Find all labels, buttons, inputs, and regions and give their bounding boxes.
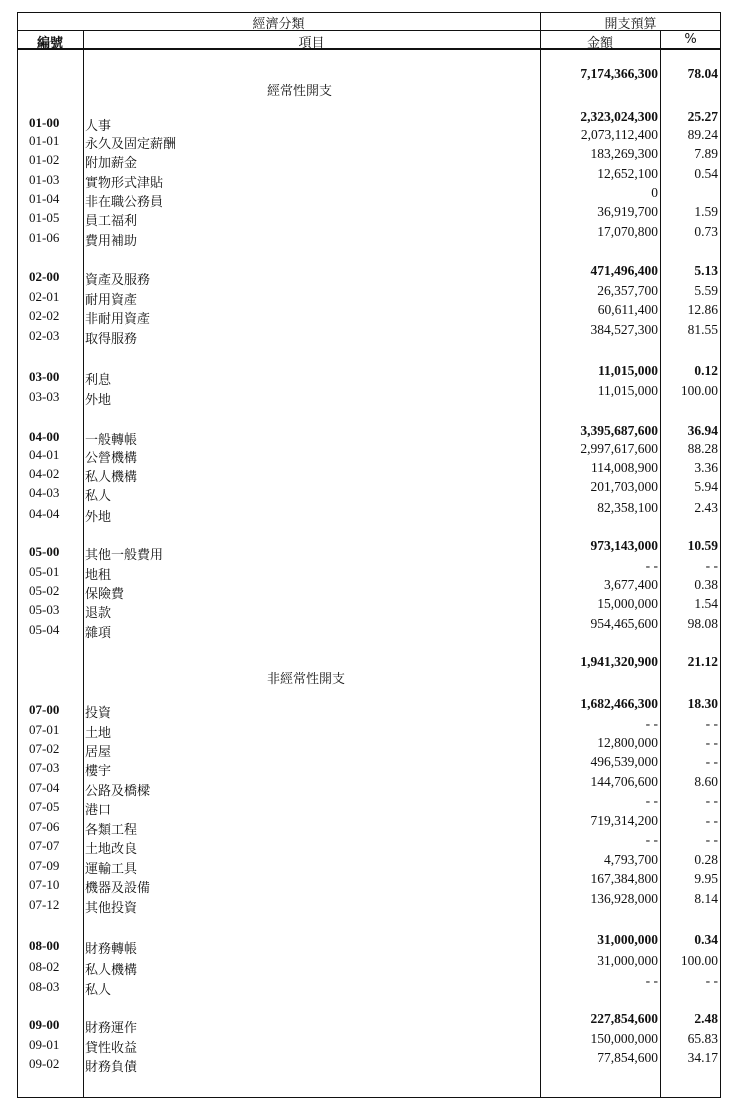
row-code: 09-02 (29, 1056, 60, 1071)
row-percent: 100.00 (680, 383, 718, 398)
row-percent: 81.55 (687, 322, 718, 337)
row-percent: 10.59 (687, 538, 718, 553)
row-percent: 5.59 (694, 283, 718, 298)
row-amount: 954,465,600 (590, 616, 658, 631)
row-percent: 0.73 (694, 224, 718, 239)
row-code: 03-00 (29, 369, 60, 384)
row-percent: 34.17 (687, 1050, 718, 1065)
row-percent: 5.13 (694, 263, 718, 278)
row-code: 04-02 (29, 466, 60, 481)
row-percent: 88.28 (687, 441, 718, 456)
row-percent: - - (705, 832, 718, 847)
row-percent: - - (705, 716, 718, 731)
row-percent: 7.89 (694, 146, 718, 161)
table-row (17, 538, 721, 563)
row-percent: 5.94 (694, 479, 718, 494)
row-code: 09-01 (29, 1037, 60, 1052)
row-amount: 7,174,366,300 (580, 66, 658, 81)
row-item: 公路及橋樑 (85, 784, 151, 799)
row-percent: 8.14 (694, 891, 718, 906)
row-amount: 1,941,320,900 (580, 654, 658, 669)
row-code: 05-02 (29, 583, 60, 598)
row-item: 財務轉帳 (85, 942, 138, 957)
row-amount: 167,384,800 (590, 871, 658, 886)
row-amount: 77,854,600 (597, 1050, 658, 1065)
row-item: 保險費 (85, 587, 125, 602)
row-amount: 1,682,466,300 (580, 696, 658, 711)
row-amount: 12,800,000 (597, 735, 658, 750)
row-amount: 0 (651, 185, 658, 200)
row-code: 01-04 (29, 191, 60, 206)
table-row (17, 616, 721, 641)
header-code: 編號 (36, 36, 63, 51)
row-code: 01-02 (29, 152, 60, 167)
row-amount: 17,070,800 (597, 224, 658, 239)
row-code: 01-05 (29, 210, 60, 225)
section-row: 非經常性開支 1,941,320,900 21.12 (267, 654, 718, 687)
row-code: 05-03 (29, 602, 60, 617)
row-amount: 2,323,024,300 (580, 109, 658, 124)
row-percent: 0.34 (694, 932, 718, 947)
table-row (17, 973, 721, 998)
row-amount: - - (645, 973, 658, 988)
row-item: 人事 (85, 119, 112, 134)
row-code: 05-00 (29, 544, 60, 559)
header-amount: 金額 (586, 36, 613, 51)
row-amount: 150,000,000 (590, 1031, 658, 1046)
row-item: 樓宇 (85, 764, 112, 779)
header-percent: % (684, 32, 697, 47)
row-item: 土地 (85, 726, 112, 741)
row-amount: 3,677,400 (604, 577, 658, 592)
row-item: 居屋 (85, 745, 112, 760)
row-code: 01-01 (29, 133, 60, 148)
row-item: 外地 (85, 393, 112, 408)
row-item: 其他投資 (85, 901, 138, 916)
row-item: 機器及設備 (85, 881, 151, 896)
row-item: 非耐用資產 (85, 312, 151, 327)
row-amount: 3,395,687,600 (580, 423, 658, 438)
row-percent: 1.54 (694, 596, 718, 611)
row-item: 一般轉帳 (85, 433, 138, 448)
row-item: 投資 (85, 706, 112, 721)
row-amount: 31,000,000 (597, 953, 658, 968)
row-item: 退款 (85, 606, 112, 621)
row-amount: 201,703,000 (590, 479, 658, 494)
row-code: 09-00 (29, 1017, 60, 1032)
row-item: 土地改良 (85, 842, 138, 857)
row-amount: - - (645, 716, 658, 731)
row-item: 運輸工具 (85, 862, 138, 877)
row-code: 07-03 (29, 760, 60, 775)
row-percent: 3.36 (694, 460, 718, 475)
row-percent: 100.00 (680, 953, 718, 968)
row-amount: 31,000,000 (597, 932, 658, 947)
row-code: 01-03 (29, 172, 60, 187)
header-budget: 開支預算 (604, 17, 657, 32)
row-percent: 2.43 (694, 500, 718, 515)
row-amount: 11,015,000 (597, 363, 658, 378)
section-row: 經常性開支 7,174,366,300 78.04 (267, 66, 718, 99)
row-item: 財務負債 (85, 1060, 138, 1075)
row-amount: 82,358,100 (597, 500, 658, 515)
row-amount: - - (645, 793, 658, 808)
row-amount: 496,539,000 (590, 754, 658, 769)
table-row (17, 500, 721, 525)
table-row (17, 891, 721, 916)
row-code: 02-01 (29, 289, 60, 304)
row-code: 07-02 (29, 741, 60, 756)
row-item: 貸性收益 (85, 1041, 138, 1056)
row-percent: 1.59 (694, 204, 718, 219)
row-item: 非在職公務員 (85, 195, 164, 210)
row-item: 耐用資產 (85, 293, 138, 308)
row-amount: 136,928,000 (590, 891, 658, 906)
row-percent: 89.24 (687, 127, 718, 142)
row-percent: 12.86 (687, 302, 718, 317)
row-percent: - - (705, 813, 718, 828)
row-item: 公營機構 (85, 451, 138, 466)
table-row (17, 322, 721, 347)
row-code: 04-03 (29, 485, 60, 500)
row-percent: 25.27 (687, 109, 718, 124)
row-percent: - - (705, 558, 718, 573)
row-code: 07-04 (29, 780, 60, 795)
row-amount: 471,496,400 (590, 263, 658, 278)
row-amount: 384,527,300 (590, 322, 658, 337)
row-item: 各類工程 (85, 823, 138, 838)
row-amount: 719,314,200 (590, 813, 658, 828)
row-code: 07-01 (29, 722, 60, 737)
row-item: 實物形式津貼 (85, 176, 164, 191)
table-row (17, 166, 721, 191)
table-row (17, 813, 721, 838)
table-row (17, 953, 721, 978)
row-amount: 144,706,600 (590, 774, 658, 789)
row-item: 雜項 (85, 626, 112, 641)
row-percent: - - (705, 735, 718, 750)
row-amount: 12,652,100 (597, 166, 658, 181)
row-code: 05-01 (29, 564, 60, 579)
header-classification: 經濟分類 (252, 17, 305, 32)
row-code: 07-10 (29, 877, 60, 892)
row-percent: 36.94 (687, 423, 718, 438)
row-amount: 2,997,617,600 (580, 441, 658, 456)
row-item: 財務運作 (85, 1021, 138, 1036)
row-percent: 78.04 (687, 66, 718, 81)
row-code: 02-00 (29, 269, 60, 284)
row-amount: 26,357,700 (597, 283, 658, 298)
row-item: 私人機構 (85, 470, 138, 485)
row-amount: 114,008,900 (591, 460, 658, 475)
row-item: 外地 (85, 510, 112, 525)
row-code: 07-09 (29, 858, 60, 873)
row-item: 費用補助 (85, 234, 138, 249)
row-percent: 9.95 (694, 871, 718, 886)
row-amount: - - (645, 558, 658, 573)
table-row (17, 383, 721, 408)
table-row (17, 1050, 721, 1075)
row-percent: 65.83 (687, 1031, 718, 1046)
row-item: 資產及服務 (85, 273, 151, 288)
row-percent: 0.38 (694, 577, 718, 592)
row-item: 私人 (85, 489, 112, 504)
row-percent: - - (705, 973, 718, 988)
row-code: 02-02 (29, 308, 60, 323)
row-amount: - - (645, 832, 658, 847)
row-code: 07-07 (29, 838, 60, 853)
row-code: 04-01 (29, 447, 60, 462)
row-amount: 2,073,112,400 (580, 127, 658, 142)
row-percent: - - (705, 793, 718, 808)
row-code: 08-03 (29, 979, 60, 994)
row-code: 02-03 (29, 328, 60, 343)
row-percent: 98.08 (687, 616, 718, 631)
row-code: 04-04 (29, 506, 60, 521)
row-percent: 0.12 (694, 363, 718, 378)
row-code: 03-03 (29, 389, 60, 404)
table-row (17, 224, 721, 249)
row-amount: 36,919,700 (597, 204, 658, 219)
row-amount: 227,854,600 (590, 1011, 658, 1026)
table-row (17, 696, 721, 721)
row-code: 08-02 (29, 959, 60, 974)
row-item: 員工福利 (85, 214, 138, 229)
row-item: 港口 (85, 803, 112, 818)
row-item: 地租 (85, 568, 112, 583)
row-amount: 15,000,000 (597, 596, 658, 611)
row-code: 07-00 (29, 702, 60, 717)
row-code: 05-04 (29, 622, 60, 637)
row-code: 07-06 (29, 819, 60, 834)
row-code: 01-06 (29, 230, 60, 245)
row-percent: 2.48 (694, 1011, 718, 1026)
row-percent: 21.12 (687, 654, 718, 669)
row-code: 07-05 (29, 799, 60, 814)
row-item: 附加薪金 (85, 156, 138, 171)
row-percent: 8.60 (694, 774, 718, 789)
row-item: 私人機構 (85, 963, 138, 978)
table-row (17, 774, 721, 799)
row-amount: 4,793,700 (604, 852, 658, 867)
row-amount: 11,015,000 (597, 383, 658, 398)
row-amount: 973,143,000 (590, 538, 658, 553)
row-percent: - - (705, 754, 718, 769)
row-code: 04-00 (29, 429, 60, 444)
row-item: 其他一般費用 (85, 548, 164, 563)
row-code: 01-00 (29, 115, 60, 130)
row-item: 私人 (85, 983, 112, 998)
row-percent: 18.30 (687, 696, 718, 711)
row-code: 08-00 (29, 938, 60, 953)
header-item: 項目 (298, 36, 325, 51)
row-item: 利息 (85, 373, 112, 388)
row-amount: 183,269,300 (590, 146, 658, 161)
row-code: 07-12 (29, 897, 60, 912)
row-item: 永久及固定薪酬 (85, 137, 177, 152)
row-amount: 60,611,400 (597, 302, 658, 317)
row-percent: 0.54 (694, 166, 718, 181)
row-percent: 0.28 (694, 852, 718, 867)
row-item: 取得服務 (85, 332, 138, 347)
